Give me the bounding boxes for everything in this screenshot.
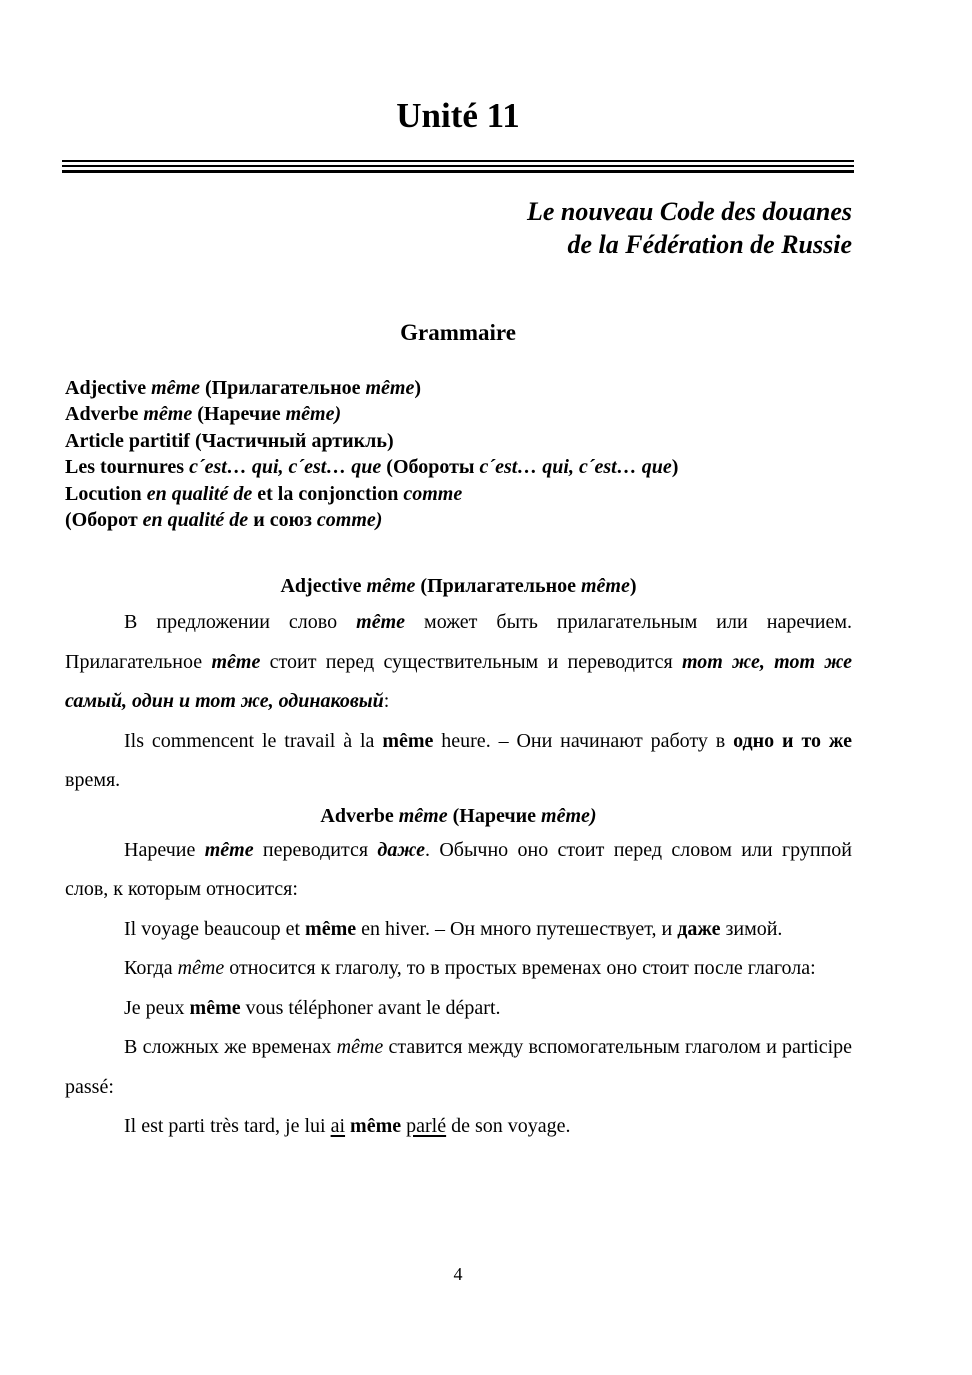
topic-adjective-meme: Adjective même (Прилагательное même) <box>65 377 422 399</box>
paragraph-adverbe-simple-example: Je peux même vous téléphoner avant le départ. <box>124 996 501 1019</box>
paragraph-adverbe-intro: Наречие même переводится даже. Обычно оно стоит перед словом или группой слов, к которым относится: <box>65 838 852 900</box>
topic-tournures: Les tournures c´est… qui, c´est… que (Обороты c´est… qui, c´est… que) <box>65 456 679 479</box>
topic-locution: Locution en qualité de et la conjonction comme <box>65 482 463 505</box>
lesson-title <box>527 195 852 261</box>
title-rule-top <box>62 160 854 162</box>
paragraph-adjective-intro: В предложении слово même может быть прилагательным или наречием. Прилагательное même стоит перед существительным и переводится тот же, тот же самый, один и тот же, одинаковый: <box>65 611 853 712</box>
grammar-topics-list <box>65 375 855 533</box>
unit-title: Unité 11 <box>396 96 520 135</box>
page-number: 4 <box>453 1264 463 1284</box>
section-heading-adverbe: Adverbe même (Наречие même) <box>320 804 597 827</box>
body-text <box>65 572 852 1147</box>
section-heading-adjective: Adjective même (Прилагательное même) <box>280 575 637 597</box>
title-rule-bottom <box>62 170 854 173</box>
title-rule-middle <box>62 165 854 167</box>
paragraph-adverbe-compound-tense: В сложных же временах même ставится между вспомогательным глаголом и participe passé: <box>65 1036 853 1098</box>
paragraph-adjective-example: Ils commencent le travail à la même heure. – Они начинают работу в одно и то же время. <box>65 729 853 791</box>
lesson-title-line1: Le nouveau Code des douanes <box>527 197 852 226</box>
paragraph-adverbe-example: Il voyage beaucoup et même en hiver. – Он много путешествует, и даже зимой. <box>124 917 783 940</box>
grammar-title: Grammaire <box>400 320 516 345</box>
topic-oborot: (Оборот en qualité de и союз comme) <box>65 509 383 532</box>
topic-article-partitif: Article partitif (Частичный артикль) <box>65 429 394 452</box>
paragraph-adverbe-simple-tense: Когда même относится к глаголу, то в простых временах оно стоит после глагола: <box>124 957 816 979</box>
topic-adverbe-meme: Adverbe même (Наречие même) <box>65 403 342 426</box>
lesson-title-line2: de la Fédération de Russie <box>567 230 852 259</box>
paragraph-adverbe-compound-example: Il est parti très tard, je lui ai même parlé de son voyage. <box>124 1115 571 1137</box>
